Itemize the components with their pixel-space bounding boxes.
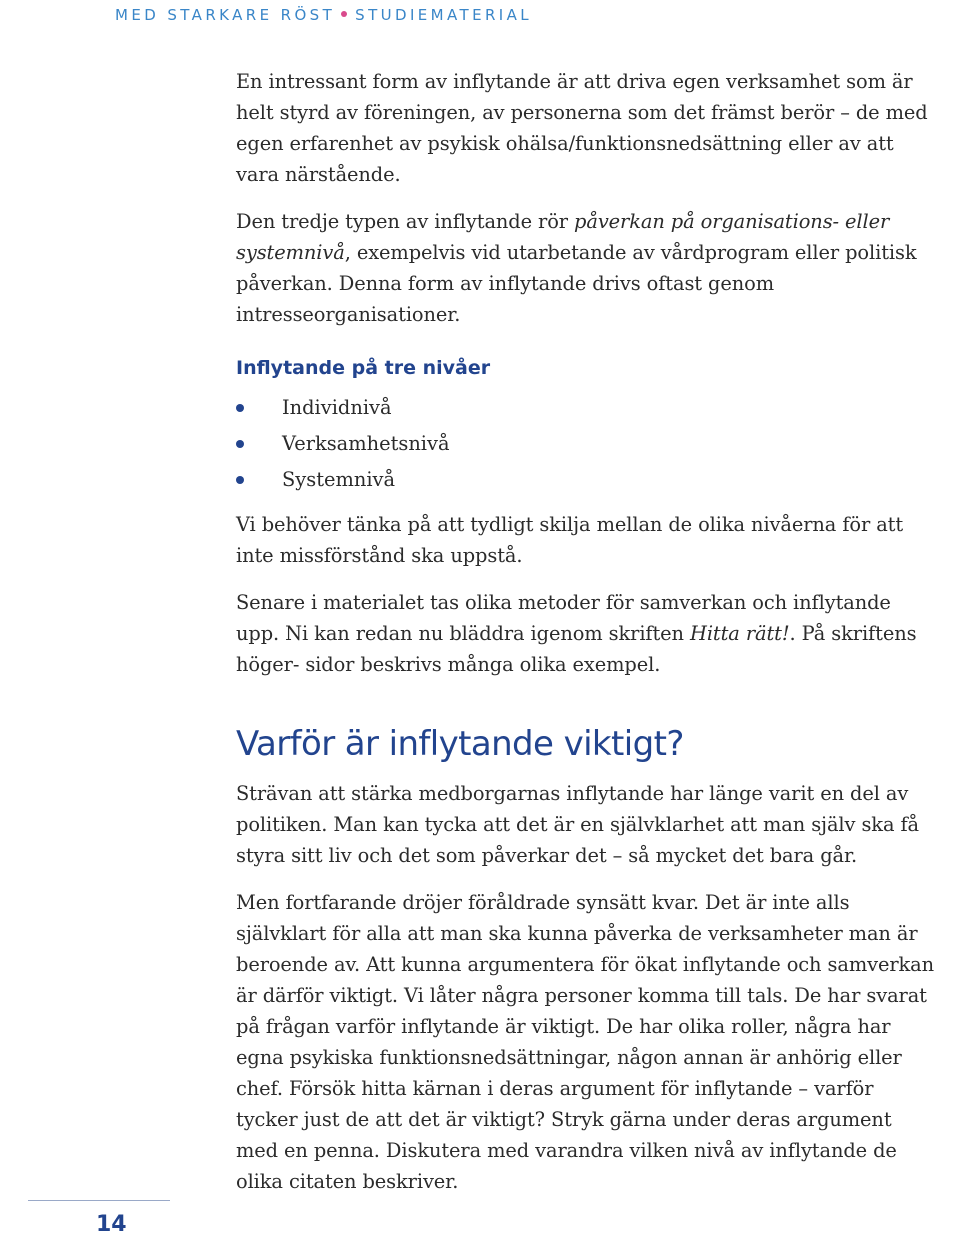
- bullet-icon: [236, 404, 244, 412]
- list-item-label: Individnivå: [282, 396, 392, 419]
- paragraph-methods: [236, 587, 936, 680]
- footer-divider: [28, 1200, 170, 1201]
- paragraph-text: Senare i materialet tas olika metoder för samverkan och inflytande upp. Ni kan redan nu bläddra igenom skriften: [236, 591, 891, 645]
- section-heading: Varför är inflytande viktigt?: [236, 724, 684, 764]
- paragraph-system-level: [236, 206, 936, 330]
- bullet-icon: [236, 440, 244, 448]
- paragraph-text: Den tredje typen av inflytande rör: [236, 210, 575, 233]
- list-item: [236, 390, 936, 426]
- list-item-label: Systemnivå: [282, 468, 396, 491]
- bullet-icon: [236, 476, 244, 484]
- list-item: [236, 426, 936, 462]
- header-section: STUDIEMATERIAL: [355, 6, 533, 24]
- paragraph-text: , exempelvis vid utarbetande av vårdprogram eller politisk påverkan. Denna form av inflytande drivs oftast genom intresseorganisationer.: [236, 241, 917, 326]
- main-content: [236, 66, 936, 1197]
- paragraph-distinguish-levels: Vi behöver tänka på att tydligt skilja mellan de olika nivåerna för att inte missförstånd ska uppstå.: [236, 513, 904, 567]
- running-header: [115, 6, 532, 24]
- page-number: 14: [96, 1212, 127, 1237]
- paragraph-citizen-influence: Strävan att stärka medborgarnas inflytande har länge varit en del av politiken. Man kan tycka att det är en självklarhet att man själv ska få styra sitt liv och det som påverkar det – så mycket det bara går.: [236, 782, 920, 867]
- header-title: MED STARKARE RÖST: [115, 6, 336, 24]
- separator-dot-icon: [341, 11, 347, 17]
- list-item: [236, 462, 936, 498]
- publication-title: Hitta rätt!: [690, 622, 790, 645]
- paragraph-own-business: En intressant form av inflytande är att driva egen verksamhet som är helt styrd av föreningen, av personerna som det främst berör – de med egen erfarenhet av psykisk ohälsa/funktionsnedsättning eller av att vara närstående.: [236, 70, 928, 186]
- emphasis-text: påverkan på organisations- eller systemnivå: [236, 210, 890, 264]
- list-item-label: Verksamhetsnivå: [282, 432, 450, 455]
- levels-heading: Inflytande på tre nivåer: [236, 357, 491, 379]
- paragraph-outdated-views: Men fortfarande dröjer föråldrade synsätt kvar. Det är inte alls självklart för alla att man ska kunna påverka de verksamheter man är beroende av. Att kunna argumentera för ökat inflytande och samverkan är därför viktigt. Vi låter några personer komma till tals. De har svarat på frågan varför inflytande är viktigt. De har olika roller, några har egna psykiska funktionsnedsättningar, någon annan är anhörig eller chef. Försök hitta kärnan i deras argument för inflytande – varför tycker just de att det är viktigt? Stryk gärna under deras argument med en penna. Diskutera med varandra vilken nivå av inflytande de olika citaten beskriver.: [236, 891, 935, 1193]
- levels-list: [236, 390, 936, 498]
- paragraph-text: . På skriftens höger- sidor beskrivs många olika exempel.: [236, 622, 917, 676]
